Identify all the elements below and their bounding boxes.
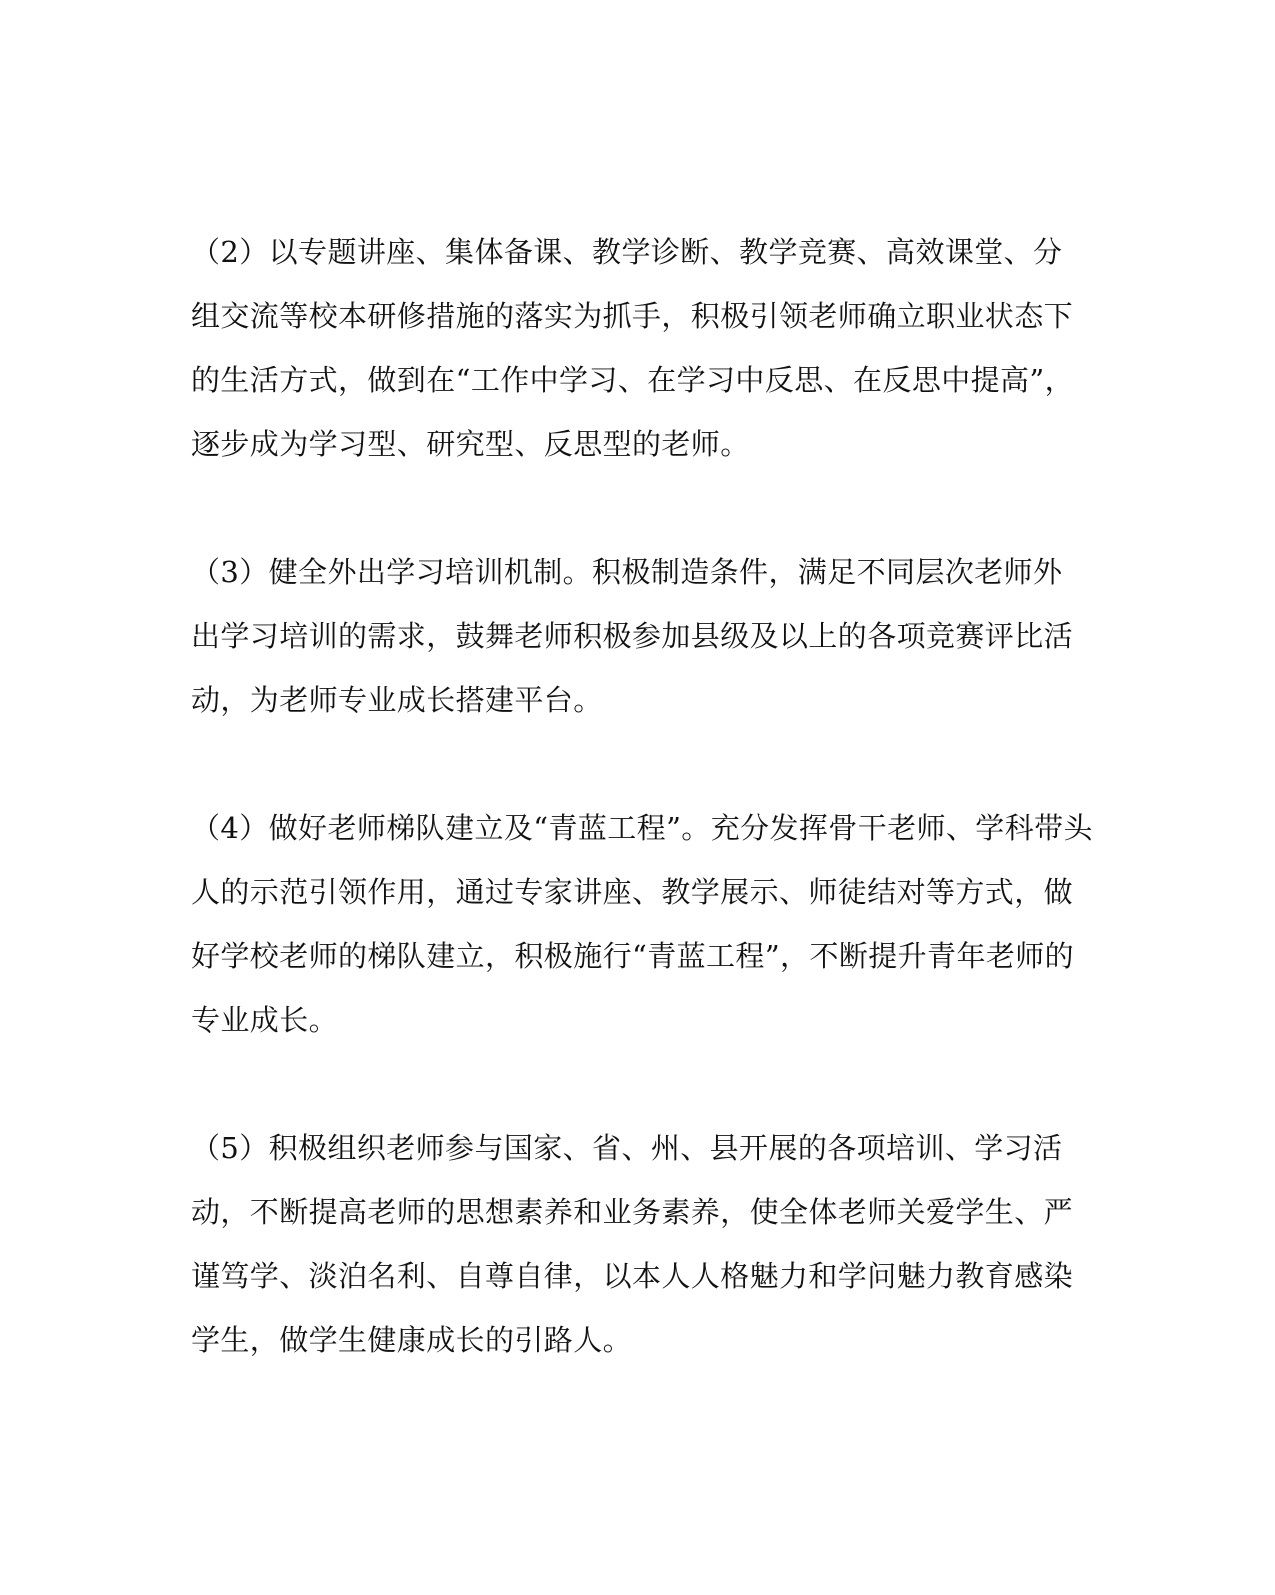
text-line: 出学习培训的需求，鼓舞老师积极参加县级及以上的各项竞赛评比活 [191,619,1074,653]
text-line: （3）健全外出学习培训机制。积极制造条件，满足不同层次老师外 [191,555,1063,589]
text-line: 动，不断提高老师的思想素养和业务素养，使全体老师关爱学生、严 [191,1195,1074,1229]
text-line: 学生，做学生健康成长的引路人。 [191,1323,633,1357]
text-line: 好学校老师的梯队建立，积极施行“青蓝工程”，不断提升青年老师的 [191,939,1075,973]
text-line: 逐步成为学习型、研究型、反思型的老师。 [191,427,750,461]
text-line: （5）积极组织老师参与国家、省、州、县开展的各项培训、学习活 [191,1131,1063,1165]
text-line: 组交流等校本研修措施的落实为抓手，积极引领老师确立职业状态下 [191,299,1074,333]
text-line: 谨笃学、淡泊名利、自尊自律，以本人人格魅力和学问魅力教育感染 [191,1259,1074,1293]
text-line: （2）以专题讲座、集体备课、教学诊断、教学竞赛、高效课堂、分 [191,235,1063,269]
text-line: 的生活方式，做到在“工作中学习、在学习中反思、在反思中提高”， [191,363,1075,397]
text-line: 动，为老师专业成长搭建平台。 [191,683,603,717]
text-line: 专业成长。 [191,1003,339,1037]
text-line: （4）做好老师梯队建立及“青蓝工程”。充分发挥骨干老师、学科带头 [191,811,1093,845]
text-line: 人的示范引领作用，通过专家讲座、教学展示、师徒结对等方式，做 [191,875,1074,909]
